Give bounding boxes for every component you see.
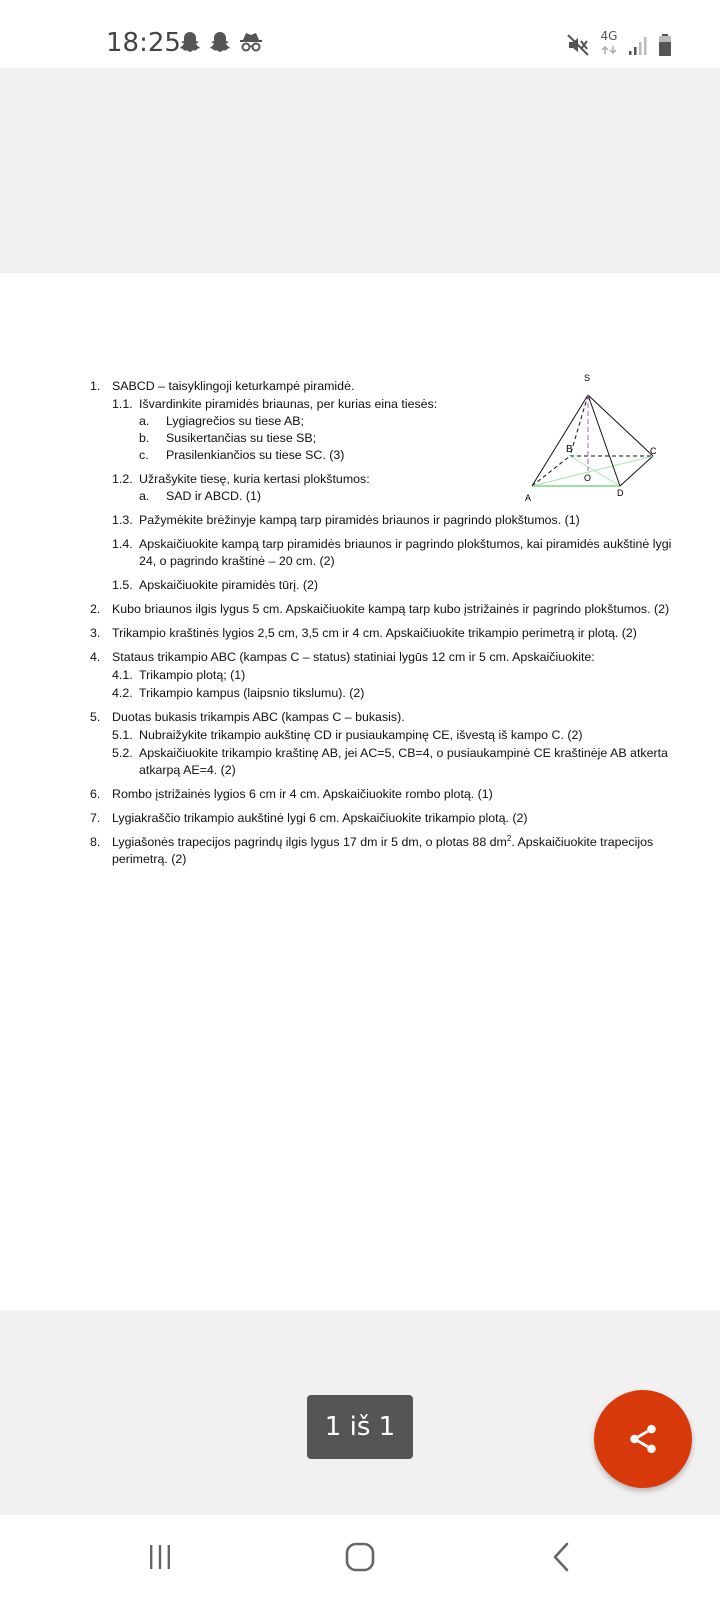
subquestion-number: 4.1. — [112, 668, 133, 682]
subquestion-number: 1.1. — [112, 397, 133, 411]
question-6 — [90, 786, 680, 803]
item-letter: a. — [139, 414, 150, 428]
subquestion-text: Pažymėkite brėžinyje kampą tarp piramidės briaunos ir pagrindo plokštumos. (1) — [139, 513, 580, 527]
recent-apps-icon — [146, 1543, 174, 1571]
incognito-icon — [238, 30, 264, 54]
signal-icon — [628, 34, 648, 56]
question-text: Kubo briaunos ilgis lygus 5 cm. Apskaičiuokite kampą tarp kubo įstrižainės ir pagrindo plokštumos. (2) — [112, 602, 670, 616]
subquestion-5-2 — [112, 745, 680, 779]
subquestion-text: Apskaičiuokite piramidės tūrį. (2) — [139, 578, 319, 592]
label-o: O — [584, 473, 592, 483]
subquestion-number: 1.4. — [112, 537, 133, 551]
snapchat-icon — [208, 30, 232, 54]
item-text: Lygiagrečios su tiese AB; — [166, 414, 304, 428]
subquestion-text: Užrašykite tiesę, kuria kertasi plokštumos: — [139, 472, 370, 486]
label-d: D — [617, 488, 624, 498]
edge-sc — [588, 395, 653, 456]
viewer-background-top — [0, 68, 720, 273]
label-b: B — [566, 444, 573, 455]
question-number: 8. — [90, 835, 101, 849]
edge-sa — [532, 395, 588, 486]
item-letter: a. — [139, 489, 150, 503]
question-7 — [90, 810, 680, 827]
document-page[interactable] — [0, 273, 720, 1310]
subquestion-number: 1.3. — [112, 513, 133, 527]
network-indicator — [600, 30, 618, 60]
question-number: 1. — [90, 379, 101, 393]
question-text: Stataus trikampio ABC (kampas C – status) statiniai lygūs 12 cm ir 5 cm. Apskaičiuokite: — [112, 650, 595, 664]
mute-icon — [566, 33, 590, 57]
battery-icon — [658, 33, 672, 57]
question-number: 6. — [90, 787, 101, 801]
subquestion-text: Trikampio kampus (laipsnio tikslumu). (2) — [139, 686, 365, 700]
question-number: 2. — [90, 602, 101, 616]
subquestion-number: 1.2. — [112, 472, 133, 486]
question-text-part: Lygiašonės trapecijos pagrindų ilgis lygus 17 dm ir 5 dm, o plotas 88 dm — [112, 835, 507, 849]
pyramid-figure — [525, 373, 678, 513]
subquestion-number: 5.1. — [112, 728, 133, 742]
notification-icons — [178, 30, 264, 54]
home-button[interactable] — [340, 1537, 380, 1577]
subquestion-1-5 — [112, 577, 680, 594]
page-indicator: 1 iš 1 — [307, 1395, 413, 1459]
navigation-bar — [0, 1515, 720, 1600]
subquestion-1-3 — [112, 512, 680, 529]
subquestion-number: 4.2. — [112, 686, 133, 700]
label-s: S — [584, 373, 591, 383]
question-4 — [90, 649, 680, 702]
question-2 — [90, 601, 680, 618]
system-icons — [566, 30, 672, 60]
question-3 — [90, 625, 680, 642]
question-text: Trikampio kraštinės lygios 2,5 cm, 3,5 cm ir 4 cm. Apskaičiuokite trikampio perimetrą ir plotą. (2) — [112, 626, 637, 640]
item-letter: c. — [139, 448, 149, 462]
label-c: C — [650, 446, 657, 456]
recent-apps-button[interactable] — [140, 1537, 180, 1577]
item-text: SAD ir ABCD. (1) — [166, 489, 262, 503]
question-number: 4. — [90, 650, 101, 664]
subquestion-text: Trikampio plotą; (1) — [139, 668, 246, 682]
share-button[interactable] — [594, 1390, 692, 1488]
subquestion-text: Apskaičiuokite kampą tarp piramidės briaunos ir pagrindo plokštumos, kai piramidės aukštinė lygi 24, o pagrindo kraštinė – 20 cm. (2) — [139, 537, 672, 568]
label-a: A — [525, 493, 532, 503]
share-icon — [626, 1422, 660, 1456]
status-time: 18:25 — [106, 28, 181, 58]
question-text: Duotas bukasis trikampis ABC (kampas C – bukasis). — [112, 710, 405, 724]
edge-sb — [570, 395, 588, 456]
question-number: 7. — [90, 811, 101, 825]
item-text: Prasilenkiančios su tiese SC. (3) — [166, 448, 345, 462]
question-text-part: . Apskaičiuokite trapecijos perimetrą. (2) — [112, 835, 654, 866]
subquestion-number: 1.5. — [112, 578, 133, 592]
question-8 — [90, 834, 680, 868]
question-5 — [90, 709, 680, 779]
subquestion-text: Nubraižykite trikampio aukštinę CD ir pusiaukampinę CE, išvestą iš kampo C. (2) — [139, 728, 583, 742]
subquestion-5-1 — [112, 727, 680, 744]
subquestion-text: Apskaičiuokite trikampio kraštinę AB, jei AC=5, CB=4, o pusiaukampinė CE kraštinėje AB atkerta atkarpą AE=4. (2) — [139, 746, 668, 777]
subquestion-number: 5.2. — [112, 746, 133, 760]
back-icon — [548, 1541, 576, 1573]
item-letter: b. — [139, 431, 150, 445]
question-number: 5. — [90, 710, 101, 724]
back-button[interactable] — [542, 1537, 582, 1577]
item-text: Susikertančias su tiese SB; — [166, 431, 317, 445]
question-number: 3. — [90, 626, 101, 640]
question-text: SABCD – taisyklingoji keturkampė piramidė. — [112, 379, 355, 393]
subquestion-4-1 — [112, 667, 680, 684]
subquestion-1-4 — [112, 536, 680, 570]
home-icon — [344, 1541, 376, 1573]
diagonal-bd — [570, 456, 620, 486]
status-bar — [0, 0, 720, 68]
network-type: 4G — [600, 29, 618, 43]
edge-sd — [588, 395, 620, 486]
data-arrows-icon — [600, 45, 618, 55]
superscript: 2 — [506, 833, 512, 843]
question-text — [112, 834, 680, 868]
subquestion-4-2 — [112, 685, 680, 702]
snapchat-icon — [178, 30, 202, 54]
subquestion-text: Išvardinkite piramidės briaunas, per kurias eina tiesės: — [139, 397, 438, 411]
question-text: Lygiakraščio trikampio aukštinė lygi 6 cm. Apskaičiuokite trikampio plotą. (2) — [112, 811, 528, 825]
diagonal-ac — [532, 456, 653, 486]
question-text: Rombo įstrižainės lygios 6 cm ir 4 cm. Apskaičiuokite rombo plotą. (1) — [112, 787, 493, 801]
